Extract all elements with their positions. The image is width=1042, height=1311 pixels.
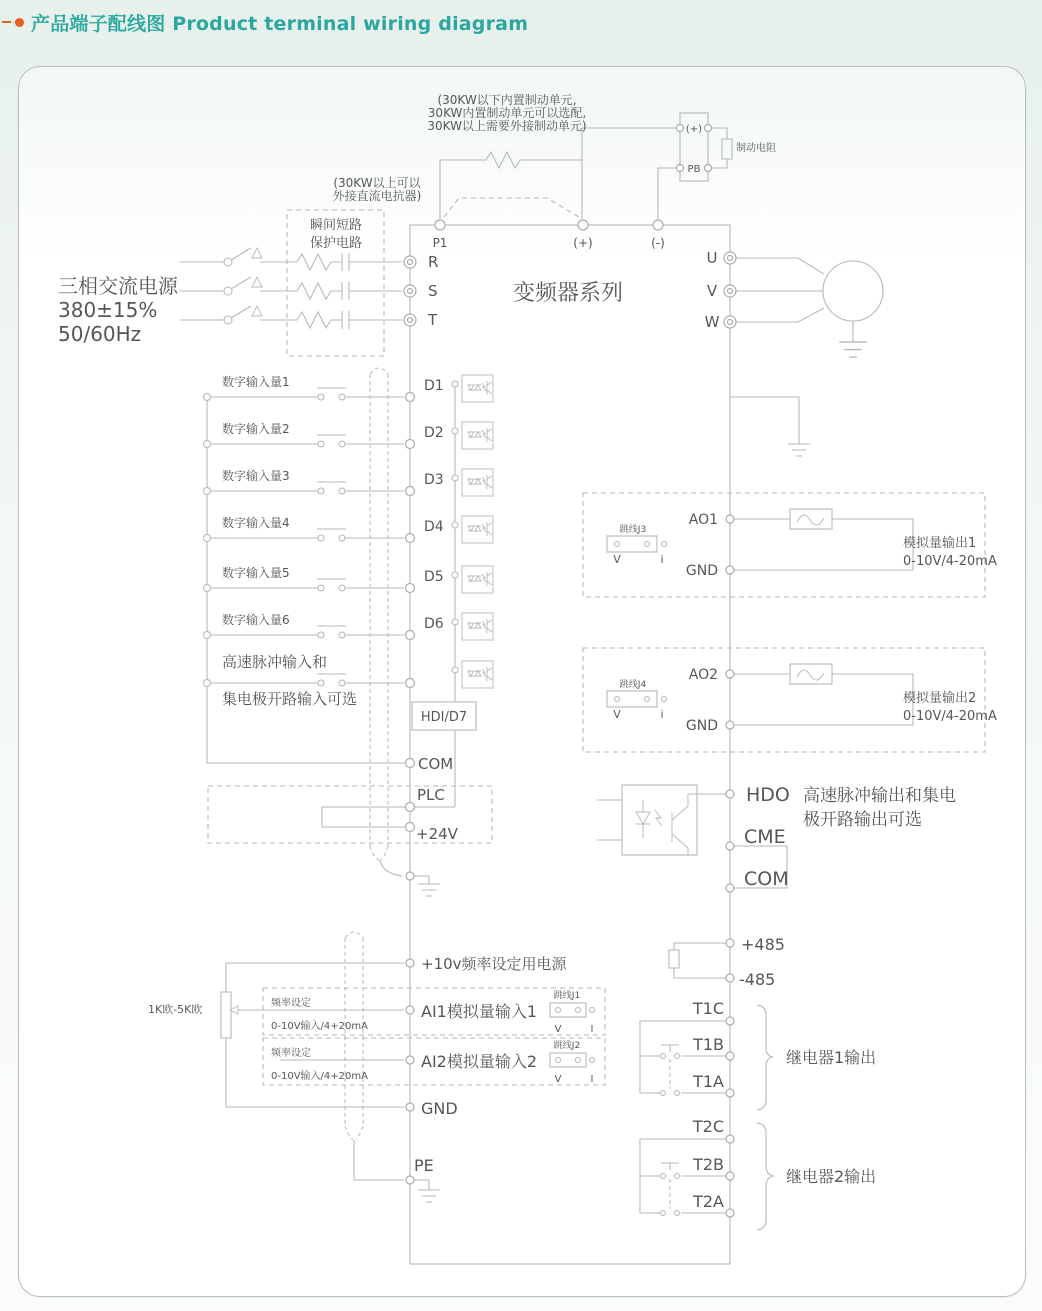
- brake-resistor-symbol: [722, 139, 732, 159]
- motor-symbol: [823, 261, 883, 321]
- relay1-brace: [757, 1005, 773, 1110]
- optocoupler-icon: [462, 516, 493, 543]
- hdo-optocoupler-box: [622, 785, 697, 855]
- digital-input-row-1: [210, 374, 493, 402]
- terminal-label-com: COM: [418, 755, 454, 773]
- brake-unit-box: [677, 113, 777, 181]
- jumper-j2-v-label: V: [554, 1074, 562, 1085]
- jumper-j4-v-label: V: [613, 708, 621, 721]
- ai2-freq-label: 频率设定: [271, 1048, 311, 1059]
- hdo-transistor-icon: [672, 794, 688, 855]
- terminal-label-t1b: T1B: [693, 1035, 724, 1054]
- digital-input-row-6: [210, 612, 493, 640]
- power-label-line3: 50/60Hz: [58, 322, 142, 346]
- terminal-label-pe: PE: [414, 1156, 434, 1175]
- terminal-label-t2c: T2C: [692, 1117, 724, 1136]
- analog-output-2: [583, 648, 997, 752]
- jumper-j1-v-label: V: [554, 1024, 562, 1035]
- terminal-label-d2: D2: [424, 425, 444, 441]
- hdi-label-line2: 集电极开路输入可选: [222, 690, 358, 708]
- jumper-j2-label: 跳线J2: [553, 1041, 581, 1051]
- terminal-label-d6: D6: [424, 616, 444, 632]
- digital-input-row-2: [210, 421, 493, 449]
- terminal-label-hdi-d7: HDI/D7: [420, 710, 468, 725]
- digital-input-5-label: 数字输入量5: [222, 566, 290, 580]
- terminal-label-gnd: GND: [421, 1099, 458, 1118]
- p1-plus-jumper-link: [444, 198, 579, 217]
- ai2-range-label: 0-10V输入/4+20mA: [271, 1071, 368, 1082]
- relay-2-section: [640, 1117, 876, 1230]
- analog-output-1: [583, 493, 997, 597]
- optocoupler-icon: [462, 566, 493, 593]
- pe-ground-icon: [418, 1190, 440, 1202]
- jumper-j4-label: 跳线J4: [619, 680, 647, 690]
- terminal-label-hdo-com: COM: [744, 868, 789, 890]
- digital-input-row-5: [210, 565, 493, 593]
- ai1-freq-label: 频率设定: [271, 998, 311, 1009]
- pulse-output-desc-line1: 高速脉冲输出和集电: [803, 786, 956, 806]
- optocoupler-icon: [462, 422, 493, 449]
- optocoupler-icon: [462, 661, 493, 688]
- brake-note: [427, 92, 586, 133]
- ao2-meter-box: [790, 664, 832, 684]
- optocoupler-icon: [462, 613, 493, 640]
- power-label-line1: 三相交流电源: [58, 274, 178, 298]
- ao1-desc-line2: 0-10V/4-20mA: [903, 554, 997, 569]
- motor-wiring: [705, 249, 883, 456]
- relay1-desc: 继电器1输出: [786, 1048, 877, 1067]
- terminal-label-t2b: T2B: [693, 1155, 724, 1174]
- ao1-sine-icon: [797, 515, 824, 525]
- ao1-desc-line1: 模拟量输出1: [903, 536, 977, 551]
- pulse-output-section: [597, 784, 956, 892]
- digital-input-4-label: 数字输入量4: [222, 516, 290, 530]
- digital-input-row-3: [210, 468, 493, 496]
- rs485-resistor-symbol: [669, 950, 679, 968]
- dc-reactor-note: [333, 175, 422, 203]
- terminal-label-t1a: T1A: [693, 1072, 724, 1091]
- relay2-desc: 继电器2输出: [786, 1167, 877, 1186]
- terminal-label-s: S: [428, 282, 438, 300]
- relay2-brace: [757, 1123, 773, 1230]
- jumper-j3-v-label: V: [613, 553, 621, 566]
- chassis-ground-icon: [788, 444, 810, 456]
- brake-note-line2: 30KW内置制动单元可以选配,: [427, 106, 587, 120]
- terminal-label-p1: P1: [432, 236, 448, 250]
- jumper-j3-label: 跳线J3: [619, 525, 647, 535]
- brake-plus-label: (+): [685, 124, 703, 135]
- optocoupler-icon: [462, 375, 493, 402]
- pulse-output-desc-line2: 极开路输出可选: [803, 810, 922, 830]
- digital-input-6-label: 数字输入量6: [222, 613, 290, 627]
- dc-reactor-note-line2: 外接直流电抗器): [332, 189, 422, 203]
- ao2-desc-line2: 0-10V/4-20mA: [903, 709, 997, 724]
- brake-pb-label: PB: [687, 164, 701, 175]
- power-label-line2: 380±15%: [58, 298, 158, 322]
- terminal-label-w: W: [704, 313, 720, 331]
- terminal-label-d3: D3: [424, 472, 444, 488]
- terminal-label-r: R: [428, 253, 439, 271]
- shield-cable-digital: [370, 368, 440, 896]
- jumper-j4-i-label: i: [660, 708, 664, 721]
- terminal-label-u: U: [706, 249, 718, 267]
- hdi-label-line1: 高速脉冲输入和: [222, 653, 328, 671]
- terminal-label-485-plus: +485: [741, 935, 785, 954]
- terminal-label-t1c: T1C: [692, 999, 724, 1018]
- brake-resistor-label: 制动电阻: [736, 143, 776, 154]
- hdo-light-bolt-icon: [655, 810, 662, 826]
- ao2-desc-line1: 模拟量输出2: [903, 691, 977, 706]
- jumper-j2-i-label: I: [590, 1074, 594, 1085]
- optocoupler-icon: [462, 469, 493, 496]
- pot-label: 1K欧-5K欧: [148, 1003, 203, 1016]
- dc-bus-wiring: [440, 128, 676, 219]
- terminal-label-d5: D5: [424, 569, 444, 585]
- page-title: 产品端子配线图 Product terminal wiring diagram: [31, 12, 529, 35]
- brake-note-line1: (30KW以下内置制动单元,: [437, 93, 577, 107]
- surge-note-line2: 保护电路: [309, 236, 363, 251]
- terminal-label-dc-minus: (-): [651, 236, 665, 250]
- power-input-rows: [58, 248, 438, 346]
- digital-input-3-label: 数字输入量3: [222, 469, 290, 483]
- brake-note-line3: 30KW以上需要外接制动单元): [427, 119, 587, 133]
- shield-ground-icon: [418, 884, 440, 896]
- terminal-label-t2a: T2A: [693, 1192, 724, 1211]
- dc-reactor-note-line1: (30KW以上可以: [333, 176, 421, 190]
- digital-input-2-label: 数字输入量2: [222, 422, 290, 436]
- motor-ground-icon: [839, 342, 867, 357]
- jumper-j3-i-label: i: [660, 553, 664, 566]
- terminal-label-hdo: HDO: [746, 784, 790, 806]
- terminal-label-ao2: AO2: [688, 667, 718, 683]
- inverter-name: 变频器系列: [513, 281, 624, 306]
- terminal-label-v: V: [706, 282, 718, 300]
- ao1-meter-box: [790, 509, 832, 529]
- terminal-label-10v: +10v频率设定用电源: [421, 955, 567, 973]
- terminal-label-ao1: AO1: [688, 512, 718, 528]
- terminal-label-d4: D4: [424, 519, 444, 535]
- terminal-label-t: T: [428, 311, 438, 329]
- ao2-sine-icon: [797, 670, 824, 680]
- ai1-range-label: 0-10V输入/4+20mA: [271, 1021, 368, 1032]
- relay-1-section: [640, 999, 876, 1110]
- terminal-label-485-minus: -485: [739, 970, 776, 989]
- terminal-label-dc-plus: (+): [573, 236, 593, 250]
- inverter-outline: [410, 225, 730, 1264]
- terminal-label-d1: D1: [424, 378, 444, 394]
- analog-input-section: [148, 932, 605, 1202]
- terminal-label-ao1-gnd: GND: [685, 563, 718, 579]
- terminal-label-ao2-gnd: GND: [685, 718, 718, 734]
- terminal-label-24v: +24V: [416, 825, 458, 843]
- digital-input-row-hdi: [210, 653, 493, 730]
- digital-input-row-4: [210, 515, 493, 543]
- potentiometer-symbol: [221, 992, 231, 1038]
- jumper-j1-label: 跳线J1: [553, 991, 581, 1001]
- hdo-led-icon: [636, 800, 650, 838]
- surge-note-line1: 瞬间短路: [309, 218, 363, 233]
- digital-input-common-rail: [204, 384, 456, 807]
- rs485-section: [669, 935, 785, 989]
- com-plc-24v: [208, 755, 492, 843]
- terminal-label-ai2: AI2模拟量输入2: [421, 1052, 538, 1071]
- terminal-label-ai1: AI1模拟量输入1: [421, 1002, 538, 1021]
- digital-input-1-label: 数字输入量1: [222, 375, 290, 389]
- terminal-label-plc: PLC: [417, 786, 445, 804]
- chassis-ground-wire: [730, 397, 799, 444]
- terminal-label-cme: CME: [744, 826, 786, 848]
- jumper-j1-i-label: I: [590, 1024, 594, 1035]
